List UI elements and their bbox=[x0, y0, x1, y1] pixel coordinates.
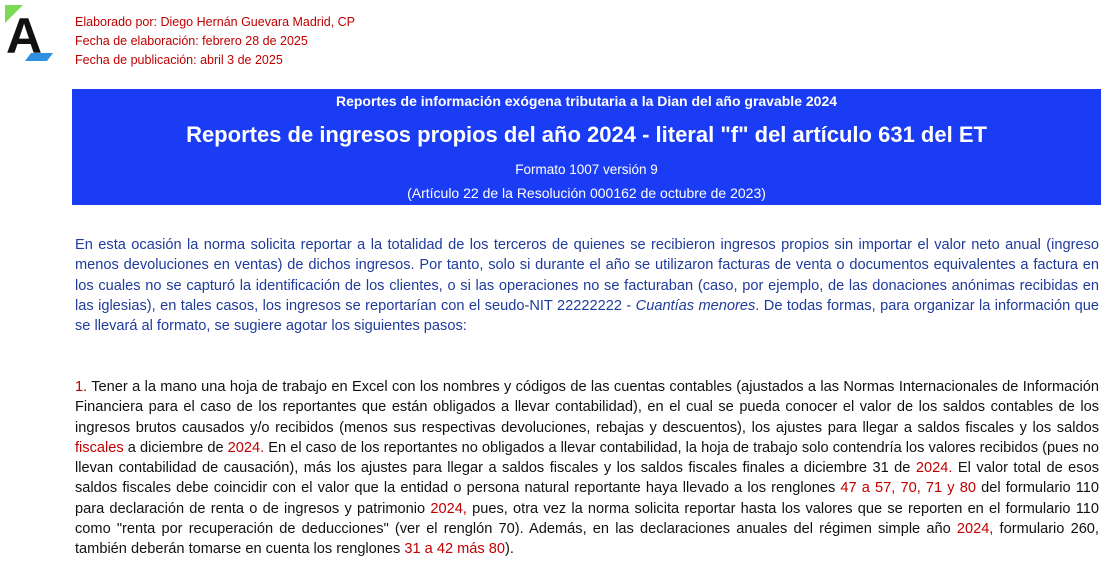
banner-resolution: (Artículo 22 de la Resolución 000162 de octubre de 2023) bbox=[407, 185, 766, 201]
author-line: Elaborado por: Diego Hernán Guevara Madrid, CP bbox=[75, 15, 356, 29]
title-banner bbox=[72, 89, 1101, 205]
banner-title: Reportes de ingresos propios del año 2024 - literal "f" del artículo 631 del ET bbox=[186, 122, 987, 147]
highlight: 2024, bbox=[430, 500, 467, 517]
step-number: 1. bbox=[75, 379, 88, 395]
highlight: 47 a 57, 70, 71 y 80 bbox=[840, 480, 976, 497]
elaboration-date: Fecha de elaboración: febrero 28 de 2025 bbox=[75, 34, 308, 48]
publication-date: Fecha de publicación: abril 3 de 2025 bbox=[75, 53, 283, 67]
intro-text-end: . De todas formas, para organizar la información que se llevará al formato, se sugiere agotar los siguientes pasos: bbox=[75, 297, 1099, 335]
logo-letter: A bbox=[6, 8, 43, 61]
step-text: Tener a la mano una hoja de trabajo en Excel con los nombres y códigos de las cuentas contables (ajustados a las Normas Internacionales de Información Financiera para el caso de los reportantes que están obligados a llevar contabilidad), en el cual se pueda conocer el valor de los saldos contables de los ingresos brutos causados y/o recibidos (menos sus respectivas devoluciones, rebajas y descuentos), los ajustes para llegar a saldos fiscales y los saldos bbox=[75, 379, 1099, 436]
intro-italic: Cuantías menores bbox=[635, 297, 756, 314]
banner-format: Formato 1007 versión 9 bbox=[515, 162, 658, 177]
step-text: del formulario 110 para declaración de renta o de ingresos y patrimonio bbox=[75, 480, 1099, 517]
document-meta bbox=[75, 13, 355, 70]
brand-logo bbox=[3, 5, 61, 61]
highlight: 2024. bbox=[915, 460, 953, 477]
highlight: 31 a 42 más 80 bbox=[404, 541, 505, 558]
step-text: En el caso de los reportantes no obligados a llevar contabilidad, la hoja de trabajo solo contendría los valores recibidos (pues no llevan contabilidad de causación), más los ajustes para llegar a saldos fiscales y los saldos fiscales finales a diciembre 31 de bbox=[75, 439, 1099, 477]
highlight: 2024, bbox=[956, 521, 994, 538]
step-text: ). bbox=[505, 541, 514, 558]
step-text: El valor total de esos saldos fiscales debe coincidir con el valor que la entidad o persona natural reportante haya llevado a los renglones bbox=[75, 460, 1099, 497]
step-text: formulario 260, también deberán tomarse en cuenta los renglones bbox=[75, 521, 1099, 558]
step-text: pues, otra vez la norma solicita reportar hasta los valores que se reporten en el formulario 110 como "renta por recuperación de deducciones" (ver el renglón 70). Además, en las declaraciones anuales del régimen simple año bbox=[75, 500, 1099, 538]
banner-subtitle: Reportes de información exógena tributaria a la Dian del año gravable 2024 bbox=[335, 93, 838, 109]
step-1-paragraph bbox=[75, 377, 1099, 560]
intro-text: En esta ocasión la norma solicita reportar a la totalidad de los terceros de quienes se recibieron ingresos propios sin importar el valor neto anual (ingreso menos devoluciones en ventas) de dichos ingresos. Por tanto, solo si durante el año se utilizaron facturas de venta o documentos equivalentes a factura en los cuales no se capturó la identificación de los clientes, o si las operaciones no se facturaban (caso, por ejemplo, de las donaciones anónimas recibidas en las iglesias), en tales casos, los ingresos se reportarían con el seudo-NIT 22222222 - bbox=[75, 237, 1099, 314]
intro-paragraph bbox=[75, 235, 1099, 336]
highlight: fiscales bbox=[75, 439, 124, 456]
step-text: a diciembre de bbox=[123, 439, 228, 456]
highlight: 2024. bbox=[227, 439, 265, 456]
